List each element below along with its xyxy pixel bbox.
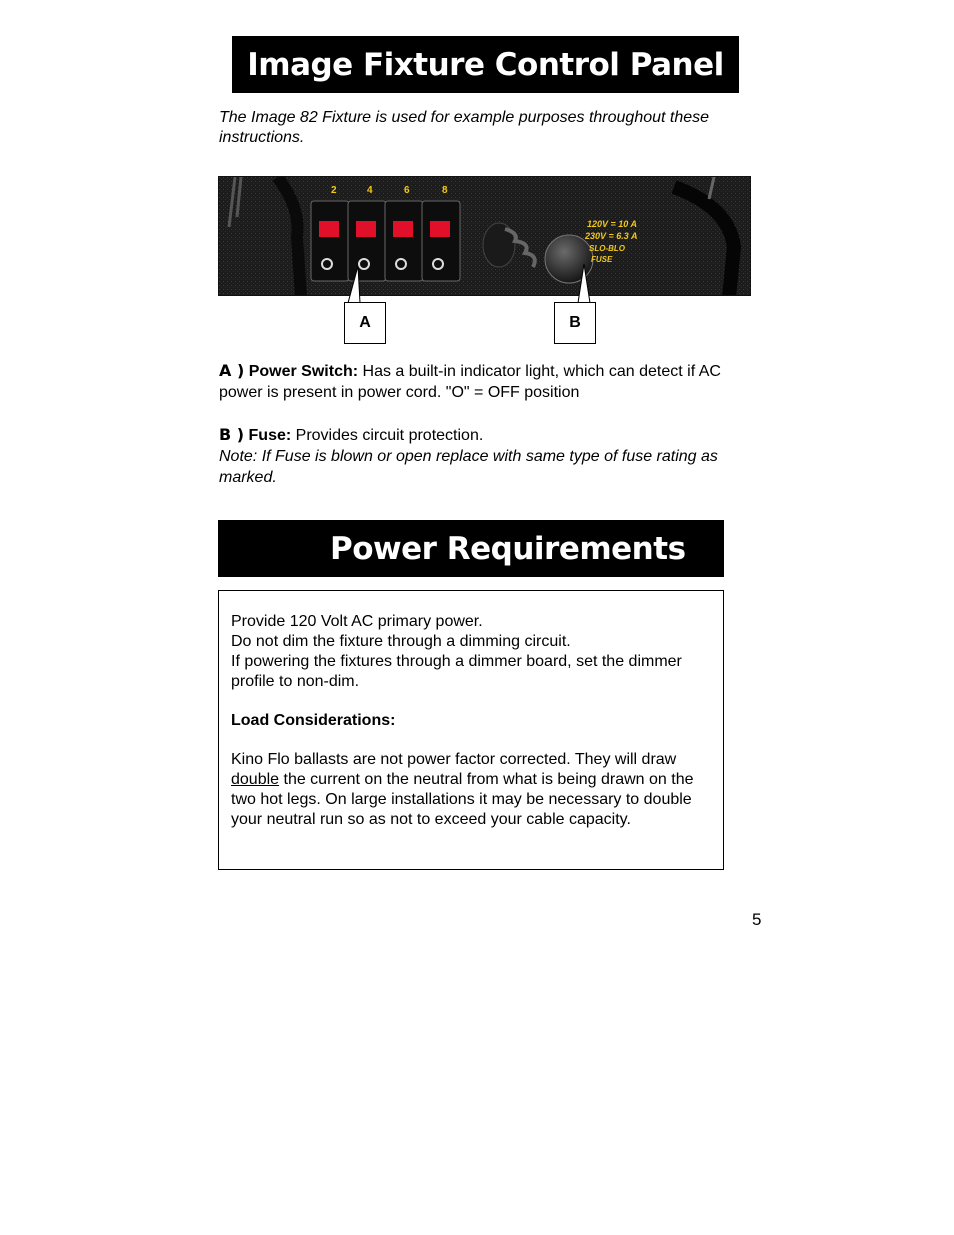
callout-a: A xyxy=(344,302,386,344)
power-requirements-box xyxy=(218,590,724,870)
section-title-power-requirements: Power Requirements xyxy=(218,520,724,577)
item-title: Fuse: xyxy=(248,427,292,444)
load-text-part: Kino Flo ballasts are not power factor corrected. They will draw xyxy=(231,751,677,768)
load-considerations-heading: Load Considerations: xyxy=(231,712,396,729)
fuse-rating-label: FUSE xyxy=(591,255,613,264)
fuse-description xyxy=(219,424,749,488)
intro-note: The Image 82 Fixture is used for example purposes throughout these instructions. xyxy=(219,109,710,146)
switch-number: 4 xyxy=(367,185,373,196)
item-title: Power Switch: xyxy=(248,363,359,380)
power-line: Provide 120 Volt AC primary power. xyxy=(231,613,483,630)
page-number: 5 xyxy=(752,910,762,929)
load-considerations-text xyxy=(231,750,711,830)
load-text-part: the current on the neutral from what is being drawn on the two hot legs. On large installations it may be necessary to double your neutral run so as not to exceed your cable capacity. xyxy=(231,771,694,828)
fuse-rating-label: 230V = 6.3 A xyxy=(585,231,638,241)
item-text: Has a built-in indicator light, which can detect if AC power is present in power cord. "O" = OFF position xyxy=(219,363,721,401)
item-letter: B ) xyxy=(219,425,245,444)
switch-number: 8 xyxy=(442,185,448,196)
item-text: Provides circuit protection. xyxy=(291,427,484,444)
power-switch-description xyxy=(219,360,749,403)
callout-b: B xyxy=(554,302,596,344)
callout-pointers xyxy=(0,0,954,360)
fuse-note: Note: If Fuse is blown or open replace with same type of fuse rating as marked. xyxy=(219,448,718,486)
power-line: Do not dim the fixture through a dimming circuit. xyxy=(231,633,571,650)
power-line: If powering the fixtures through a dimmer board, set the dimmer profile to non-dim. xyxy=(231,653,682,690)
switch-number: 6 xyxy=(404,185,410,196)
section-title-control-panel: Image Fixture Control Panel xyxy=(232,36,739,93)
fuse-rating-label: SLO-BLO xyxy=(589,244,625,253)
underlined-word: double xyxy=(231,771,280,788)
item-letter: A ) xyxy=(219,361,245,380)
switch-number: 2 xyxy=(331,185,337,196)
fuse-rating-label: 120V = 10 A xyxy=(587,219,637,229)
